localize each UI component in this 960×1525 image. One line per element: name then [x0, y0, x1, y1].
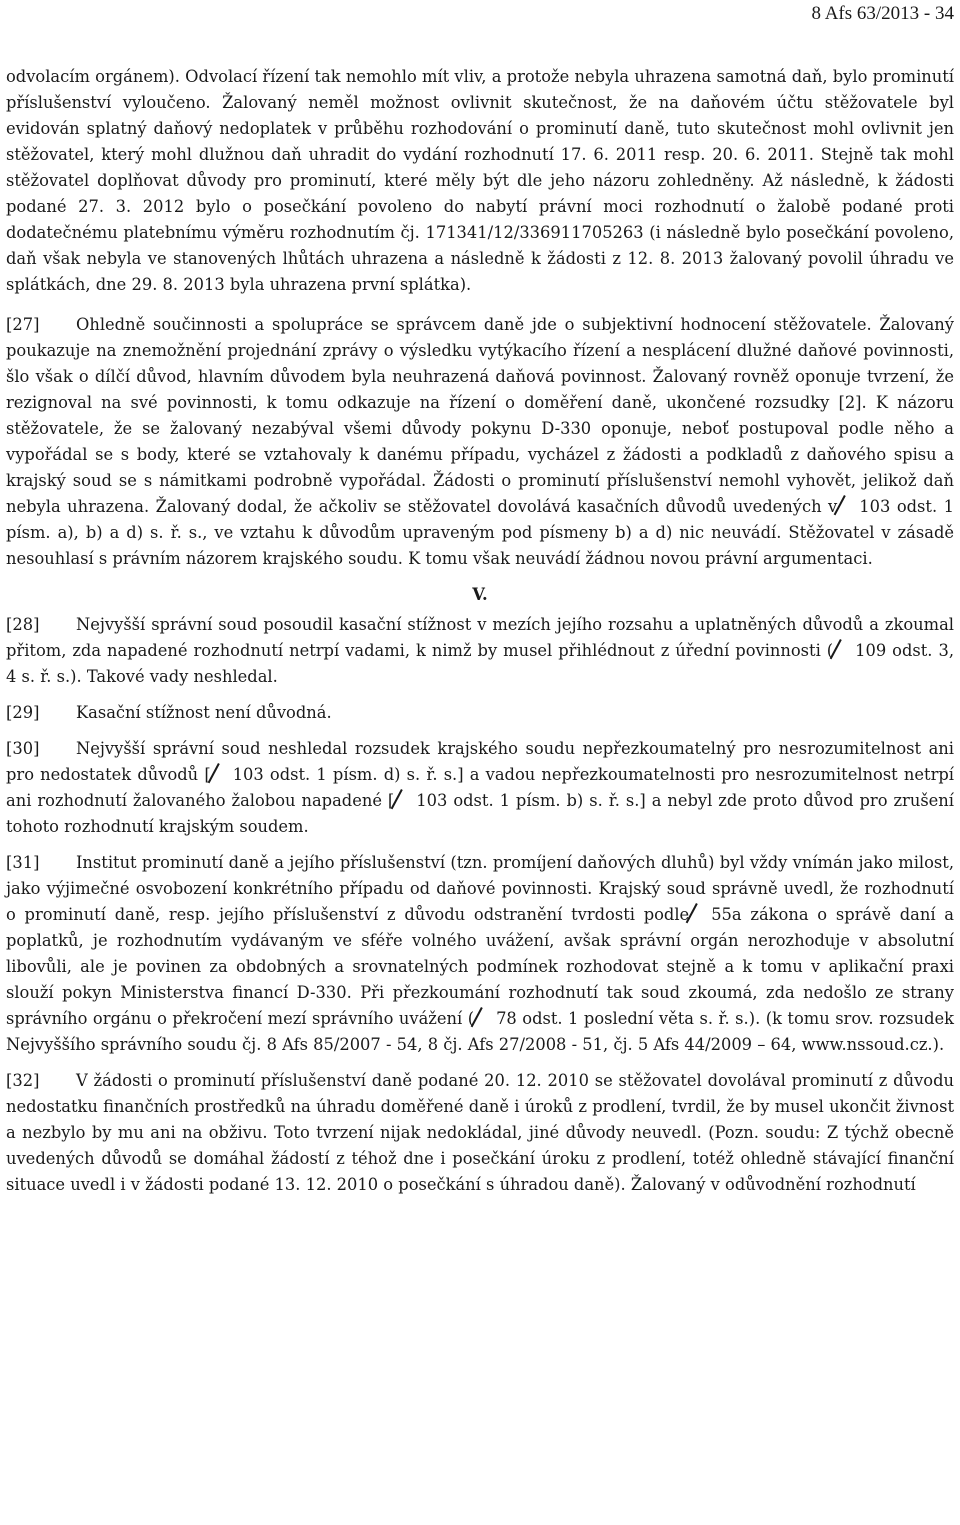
- paragraph-number: [32]: [6, 1071, 40, 1090]
- paragraph-29: [6, 700, 954, 726]
- section-sign-icon: [398, 789, 412, 809]
- section-sign-icon: [841, 495, 855, 515]
- paragraph-text: 103 odst. 1 písm. d) s. ř. s.] a vadou nepřezkoumatelnosti pro nesrozumitelnost netrpí ani rozhodnutí žalovaného žalobou napadené [: [6, 765, 954, 810]
- section-sign-icon: [478, 1007, 492, 1027]
- document-body: [6, 64, 954, 1208]
- paragraph-text: Kasační stížnost není důvodná.: [76, 703, 332, 722]
- paragraph-text: 103 odst. 1 písm. b) s. ř. s.] a nebyl zde proto důvod pro zrušení tohoto rozhodnutí krajským soudem.: [6, 791, 955, 836]
- section-heading: V.: [472, 585, 488, 604]
- section-sign-icon: [693, 903, 707, 923]
- paragraph-text: odvolacím orgánem). Odvolací řízení tak nemohlo mít vliv, a protože nebyla uhrazena samotná daň, bylo prominutí příslušenství vyloučeno. Žalovaný neměl možnost ovlivnit skutečnost, že na daňovém účtu stěžovatele byl evidován splatný daňový nedoplatek v průběhu rozhodování o prominutí daně, tuto skutečnost mohl ovlivnit jen stěžovatel, který mohl dlužnou daň uhradit do vydání rozhodnutí 17. 6. 2011 resp. 20. 6. 2011. Stejně tak mohl stěžovatel doplňovat důvody pro prominutí, které měly být dle jeho názoru zohledněny. Až následně, k žádosti podané 27. 3. 2012 bylo o posečkání povoleno do nabytí právní moci rozhodnutí o žalobě podané proti dodatečnému platebnímu výměru rozhodnutím čj. 171341/12/336911705263 (i následně bylo posečkání povoleno, daň však nebyla ve stanovených lhůtách uhrazena a následně k žádosti z 12. 8. 2013 žalovaný povolil úhradu ve splátkách, dne 29. 8. 2013 byla uhrazena první splátka).: [6, 67, 954, 294]
- paragraph-continuation: [6, 64, 954, 298]
- paragraph-number: [31]: [6, 853, 40, 872]
- paragraph-text: 109 odst. 3, 4 s. ř. s.). Takové vady neshledal.: [6, 641, 954, 686]
- case-number-header: 8 Afs 63/2013 - 34: [811, 3, 954, 24]
- paragraph-30: [6, 736, 954, 840]
- paragraph-number: [27]: [6, 315, 40, 334]
- paragraph-text: Institut prominutí daně a jejího příslušenství (tzn. promíjení daňových dluhů) byl vždy vnímán jako milost, jako výjimečné osvobození konkrétního případu od daňové povinnosti. Krajský soud správně uvedl, že rozhodnutí o prominutí daně, resp. jejího příslušenství z důvodu odstranění tvrdosti podle: [6, 853, 954, 924]
- section-sign-icon: [215, 763, 229, 783]
- paragraph-text: Nejvyšší správní soud neshledal rozsudek krajského soudu nepřezkoumatelný pro nesrozumitelnost ani pro nedostatek důvodů [: [6, 739, 954, 784]
- paragraph-text: Nejvyšší správní soud posoudil kasační stížnost v mezích jejího rozsahu a uplatněných důvodů a zkoumal přitom, zda napadené rozhodnutí netrpí vadami, k nimž by musel přihlédnout z úřední povinnosti (: [6, 615, 954, 660]
- paragraph-text: 103 odst. 1 písm. a), b) a d) s. ř. s., ve vztahu k důvodům upraveným pod písmeny b) a d) nic neuvádí. Stěžovatel v zásadě nesouhlasí s právním názorem krajského soudu. K tomu však neuvádí žádnou novou právní argumentaci.: [6, 497, 954, 568]
- paragraph-text: V žádosti o prominutí příslušenství daně podané 20. 12. 2010 se stěžovatel dovolával prominutí z důvodu nedostatku finančních prostředků na úhradu doměřené daně i úroků z prodlení, tvrdil, že by musel ukončit živnost a nezbylo by mu ani na obživu. Toto tvrzení nijak nedokládal, jiné důvody neuvedl. (Pozn. soudu: Z týchž obecně uvedených důvodů se domáhal žádostí z téhož dne i posečkání úroku z prodlení, totéž ohledně stávající finanční situace uvedl i v žádosti podané 13. 12. 2010 o posečkání s úhradou daně). Žalovaný v odůvodnění rozhodnutí: [6, 1071, 954, 1194]
- section-sign-icon: [837, 639, 851, 659]
- paragraph-number: [28]: [6, 615, 40, 634]
- paragraph-text: Ohledně součinnosti a spolupráce se správcem daně jde o subjektivní hodnocení stěžovatele. Žalovaný poukazuje na znemožnění projednání zprávy o výsledku vytýkacího řízení a nesplácení dlužné daňové povinnosti, šlo však o dílčí důvod, hlavním důvodem byla neuhrazená daňová povinnost. Žalovaný rovněž oponuje tvrzení, že rezignoval na své povinnosti, k tomu odkazuje na řízení o doměření daně, ukončené rozsudky [2]. K názoru stěžovatele, že se žalovaný nezabýval všemi důvody pokynu D-330 oponuje, neboť postupoval podle něho a vypořádal se s body, které se vztahovaly k danému případu, vycházel z žádosti a podkladů z daňového spisu a krajský soud se s námitkami podrobně vypořádal. Žádosti o prominutí příslušenství nemohl vyhovět, jelikož daň nebyla uhrazena. Žalovaný dodal, že ačkoliv se stěžovatel dovolává kasačních důvodů uvedených v: [6, 315, 954, 516]
- paragraph-31: [6, 850, 954, 1058]
- paragraph-27: [6, 312, 954, 572]
- paragraph-number: [30]: [6, 739, 40, 758]
- paragraph-text: 55a zákona o správě daní a poplatků, je rozhodnutím vydávaným ve sféře volného uvážení, avšak správní orgán nerozhoduje v absolutní libovůli, ale je povinen za obdobných a srovnatelných podmínek rozhodovat stejně a k tomu v aplikační praxi slouží pokyn Ministerstva financí D-330. Při přezkoumání rozhodnutí tak soud zkoumá, zda nedošlo ze strany správního orgánu o překročení mezí správního uvážení (: [6, 905, 954, 1028]
- paragraph-number: [29]: [6, 703, 40, 722]
- paragraph-text: 78 odst. 1 poslední věta s. ř. s.). (k tomu srov. rozsudek Nejvyššího správního soudu čj. 8 Afs 85/2007 - 54, 8 čj. Afs 27/2008 - 51, čj. 5 Afs 44/2009 – 64, www.nssoud.cz.).: [6, 1009, 954, 1054]
- document-page: [6, 0, 954, 1525]
- paragraph-28: [6, 612, 954, 690]
- paragraph-32: [6, 1068, 954, 1198]
